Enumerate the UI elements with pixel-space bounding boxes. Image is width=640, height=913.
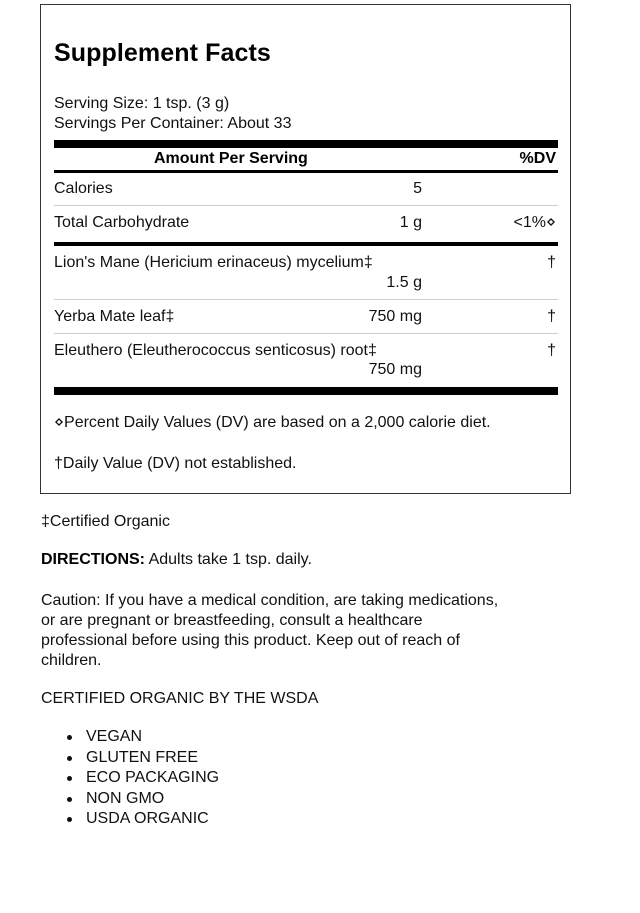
list-item-label: ECO PACKAGING (86, 769, 220, 786)
directions-label: DIRECTIONS: (41, 551, 145, 568)
caution-line: professional before using this product. Keep out of reach of (41, 632, 460, 649)
footnote-dv-not-established: †Daily Value (DV) not established. (54, 455, 297, 472)
ingredient-name-lions-mane: Lion's Mane (Hericium erinaceus) mycelium‡ (54, 254, 373, 271)
nutrient-ingredient-divider (54, 242, 558, 246)
footnote-daily-values: ⋄Percent Daily Values (DV) are based on a 2,000 calorie diet. (54, 414, 491, 431)
product-attributes-list (65, 727, 219, 830)
list-item-label: NON GMO (86, 789, 165, 807)
bullet-icon (67, 817, 72, 822)
list-item-eco-packaging (65, 768, 219, 789)
thick-divider-top (54, 140, 558, 148)
bullet-icon (67, 735, 72, 740)
amount-per-serving-header: Amount Per Serving (154, 150, 308, 167)
ingredient-name-yerba-mate: Yerba Mate leaf‡ (54, 308, 175, 325)
nutrient-name-carbohydrate: Total Carbohydrate (54, 214, 190, 231)
ingredient-amount-eleuthero: 750 mg (368, 361, 422, 378)
caution-statement (41, 591, 571, 671)
list-item-non-gmo (65, 789, 219, 810)
list-item-vegan (65, 727, 219, 748)
servings-per-container: Servings Per Container: About 33 (54, 115, 292, 132)
list-item-label: GLUTEN FREE (86, 748, 199, 766)
directions (41, 550, 312, 570)
list-item-usda-organic (65, 809, 219, 830)
header-divider (54, 170, 558, 173)
supplement-facts-panel (40, 4, 571, 494)
daily-value-header: %DV (519, 150, 556, 167)
ingredient-dv-lions-mane: † (547, 254, 556, 271)
ingredient-dv-eleuthero: † (547, 342, 556, 359)
row-divider (54, 333, 558, 334)
certification-statement: CERTIFIED ORGANIC BY THE WSDA (41, 690, 319, 707)
list-item-label: USDA ORGANIC (86, 810, 209, 827)
nutrient-amount-carbohydrate: 1 g (399, 214, 422, 231)
caution-line: children. (41, 652, 102, 669)
thick-divider-bottom (54, 387, 558, 395)
serving-size: Serving Size: 1 tsp. (3 g) (54, 95, 230, 112)
directions-text: Adults take 1 tsp. daily. (145, 551, 312, 568)
certified-organic-note: ‡Certified Organic (41, 513, 170, 530)
ingredient-amount-lions-mane: 1.5 g (386, 274, 422, 291)
ingredient-dv-yerba-mate: † (547, 308, 556, 325)
bullet-icon (67, 776, 72, 781)
panel-title: Supplement Facts (54, 39, 271, 67)
caution-line: or are pregnant or breastfeeding, consult a healthcare (41, 612, 423, 629)
ingredient-name-eleuthero: Eleuthero (Eleutherococcus senticosus) root‡ (54, 342, 377, 359)
bullet-icon (67, 756, 72, 761)
row-divider (54, 299, 558, 300)
row-divider (54, 205, 558, 206)
list-item-label: VEGAN (86, 728, 143, 745)
caution-line: Caution: If you have a medical condition, are taking medications, (41, 592, 499, 609)
nutrient-dv-carbohydrate: <1%⋄ (513, 214, 556, 231)
ingredient-amount-yerba-mate: 750 mg (368, 308, 422, 325)
nutrient-amount-calories: 5 (413, 180, 422, 197)
bullet-icon (67, 797, 72, 802)
nutrient-name-calories: Calories (54, 180, 113, 197)
list-item-gluten-free (65, 748, 219, 769)
